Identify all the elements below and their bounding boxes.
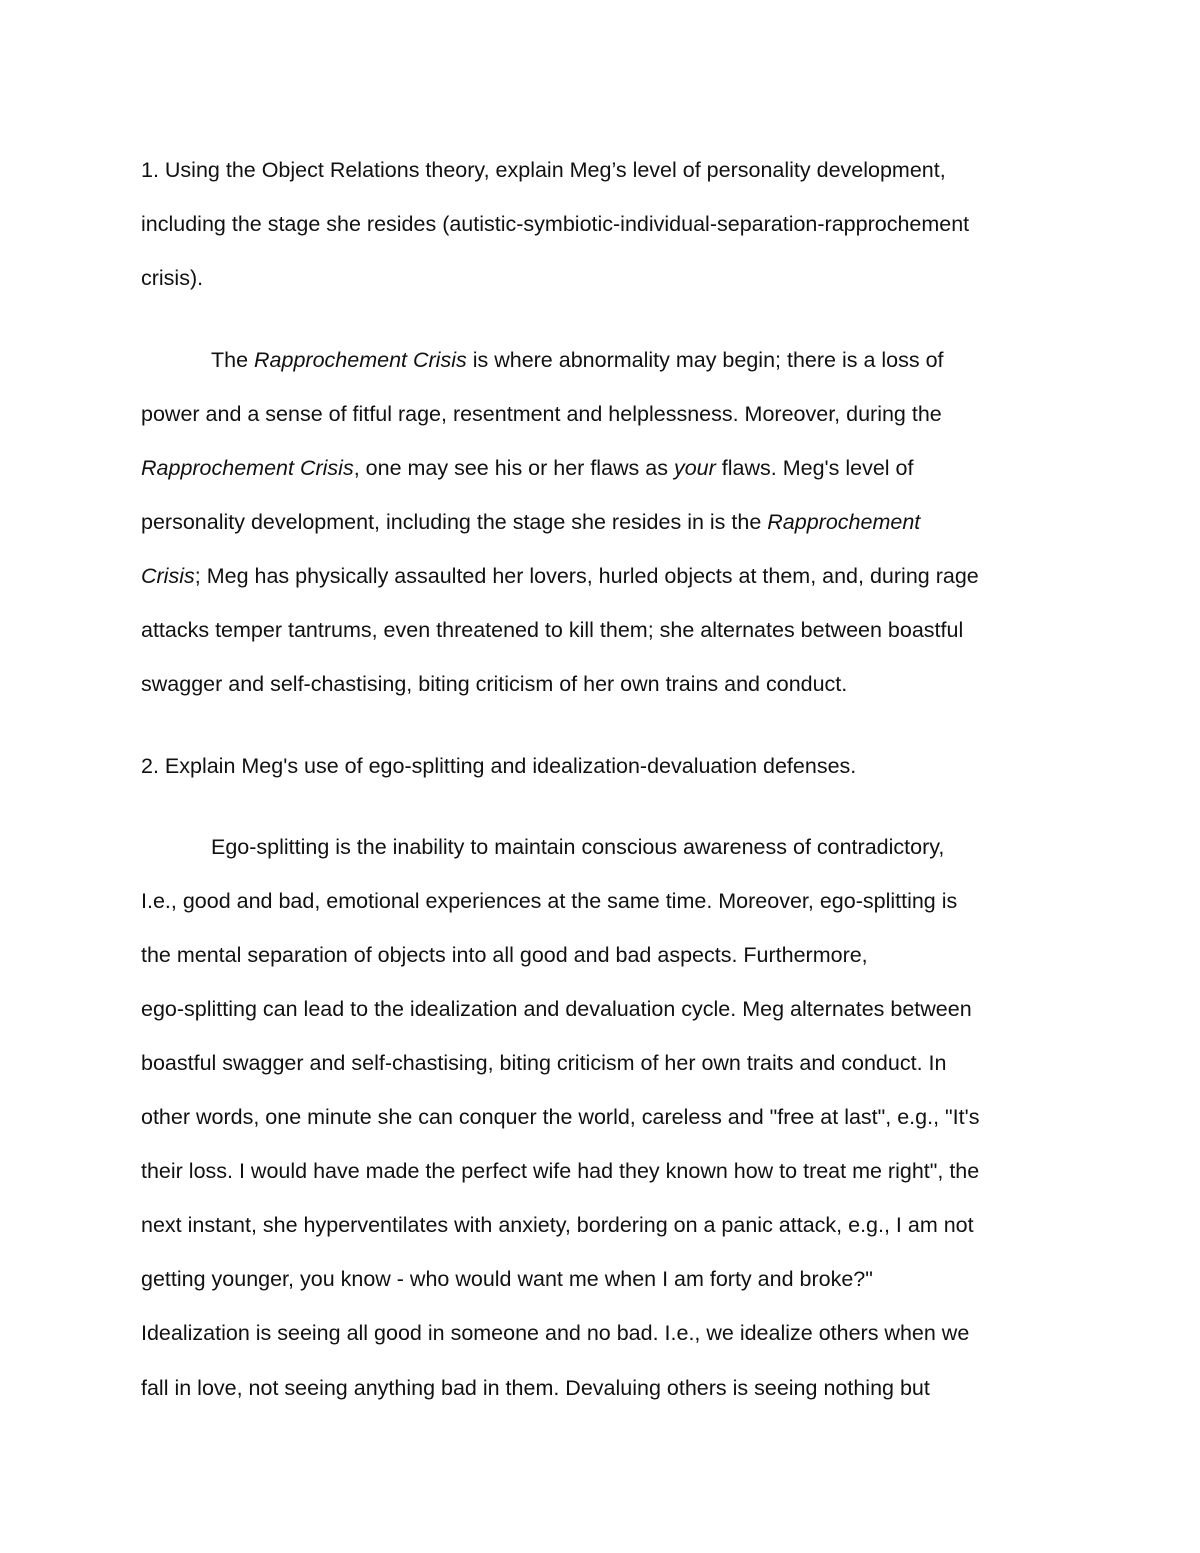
answer-2-line-11: fall in love, not seeing anything bad in them. Devaluing others is seeing nothing but [141,1376,930,1400]
question-1-line-3: crisis). [141,266,204,290]
answer-1-line-2: power and a sense of fitful rage, resentment and helplessness. Moreover, during the [141,402,942,426]
answer-2-line-1: Ego-splitting is the inability to maintain conscious awareness of contradictory, [211,835,945,859]
text-run: is where abnormality may begin; there is a loss of [466,348,944,372]
text-run: flaws. Meg's level of [715,456,914,480]
answer-2-line-10: Idealization is seeing all good in someone and no bad. I.e., we idealize others when we [141,1321,970,1345]
answer-1-line-1 [211,346,944,374]
answer-2-line-5: boastful swagger and self-chastising, biting criticism of her own traits and conduct. In [141,1051,947,1075]
answer-2-line-7: their loss. I would have made the perfect wife had they known how to treat me right", the [141,1159,980,1183]
answer-1-line-3 [141,454,913,482]
answer-2-line-6: other words, one minute she can conquer the world, careless and "free at last", e.g., "It's [141,1105,980,1129]
answer-2-line-9: getting younger, you know - who would want me when I am forty and broke?" [141,1267,873,1291]
question-1-line-1: 1. Using the Object Relations theory, explain Meg’s level of personality development, [141,158,946,182]
text-run: ; Meg has physically assaulted her lovers, hurled objects at them, and, during rage [194,564,979,588]
italic-term: Rapprochement Crisis [141,456,354,480]
answer-1-line-7: swagger and self-chastising, biting criticism of her own trains and conduct. [141,672,848,696]
italic-term: Crisis [141,564,195,588]
question-2: 2. Explain Meg's use of ego-splitting and idealization-devaluation defenses. [141,754,857,778]
text-run: personality development, including the stage she resides in is the [141,510,768,534]
answer-1-line-4 [141,508,920,536]
text-run: , one may see his or her flaws as [353,456,674,480]
answer-2-line-3: the mental separation of objects into all good and bad aspects. Furthermore, [141,943,868,967]
answer-1-line-6: attacks temper tantrums, even threatened to kill them; she alternates between boastful [141,618,964,642]
answer-2-line-2: I.e., good and bad, emotional experiences at the same time. Moreover, ego-splitting is [141,889,958,913]
answer-2-line-8: next instant, she hyperventilates with anxiety, bordering on a panic attack, e.g., I am not [141,1213,974,1237]
answer-2-line-4: ego-splitting can lead to the idealization and devaluation cycle. Meg alternates between [141,997,972,1021]
italic-term: Rapprochement Crisis [254,348,467,372]
italic-term: Rapprochement [767,510,921,534]
answer-1-line-5 [141,562,979,590]
question-1-line-2: including the stage she resides (autistic-symbiotic-individual-separation-rapprochement [141,212,970,236]
italic-term: your [673,456,716,480]
text-run: The [211,348,255,372]
